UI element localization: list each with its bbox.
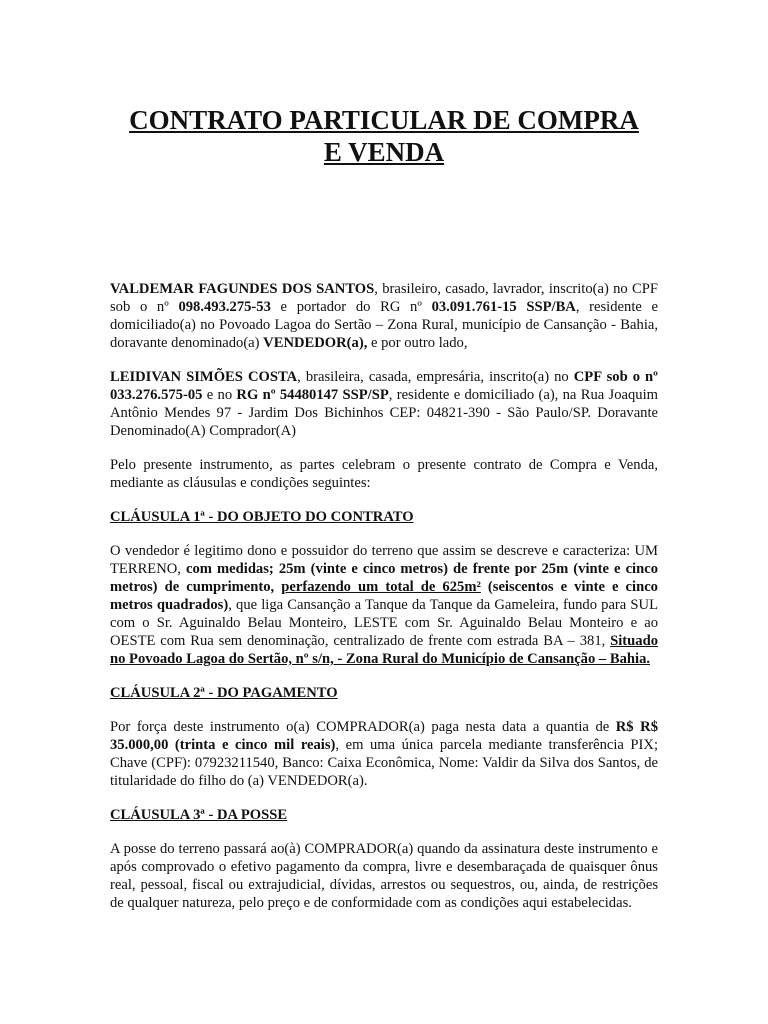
seller-text-2: e portador do RG nº xyxy=(270,299,432,315)
buyer-text-2: e no xyxy=(202,387,237,403)
seller-role: VENDEDOR(a), xyxy=(263,335,368,351)
seller-rg: 03.091.761-15 SSP/BA xyxy=(431,299,576,315)
clause-2-text-1: Por força deste instrumento o(a) COMPRADOR(a) paga nesta data a quantia de xyxy=(110,719,616,735)
title-line-2: E VENDA xyxy=(323,137,445,167)
seller-text-1: , brasileiro, casado, lavrador, inscrito(a) no CPF sob o nº xyxy=(110,281,658,315)
clause-1-paragraph xyxy=(110,542,658,668)
clause-1-text-2: , que liga Cansanção a Tanque da Tanque da Gameleira, fundo para SUL com o Sr. Aguinaldo Belau Monteiro, LESTE com Sr. Aguinaldo Belau Monteiro e ao OESTE com Rua sem denominação, centralizado de frente com estrada BA – 381, xyxy=(110,597,658,649)
seller-name: VALDEMAR FAGUNDES DOS SANTOS xyxy=(110,281,375,297)
buyer-text-3: , residente e domiciliado (a), na Rua Joaquim Antônio Mendes 97 - Jardim Dos Bichinhos CEP: 04821-390 - São Paulo/SP. Doravante Denominado(A) Comprador(A) xyxy=(110,387,658,439)
clause-3-heading: CLÁUSULA 3ª - DA POSSE xyxy=(110,807,288,823)
title-line-1: CONTRATO PARTICULAR DE COMPRA xyxy=(129,105,639,135)
buyer-paragraph xyxy=(110,368,658,440)
clause-1-total-area: perfazendo um total de 625m² xyxy=(281,579,481,595)
clause-3-paragraph: A posse do terreno passará ao(à) COMPRADOR(a) quando da assinatura deste instrumento e após comprovado o efetivo pagamento da compra, livre e desembaraçada de quaisquer ônus real, pessoal, fiscal ou extrajudicial, dívidas, arrestos ou sequestros, ou, ainda, de restrições de qualquer natureza, pelo preço e de conformidade com as condições aqui estabelecidas. xyxy=(110,841,658,911)
clause-1-text-1: O vendedor é legitimo dono e possuidor do terreno que assim se descreve e caracteriza: UM TERRENO, xyxy=(110,543,658,577)
buyer-rg: RG nº 54480147 SSP/SP xyxy=(236,387,389,403)
clause-2-text-2: , em uma única parcela mediante transferência PIX; Chave (CPF): 07923211540, Banco: Caixa Econômica, Nome: Valdir da Silva dos Santos, de titularidade do filho do (a) VENDEDOR(a). xyxy=(110,737,658,789)
seller-text-3: , residente e domiciliado(a) no Povoado Lagoa do Sertão – Zona Rural, município de Cansanção - Bahia, doravante denominado(a) xyxy=(110,299,659,351)
seller-paragraph xyxy=(110,280,658,352)
clause-1-heading: CLÁUSULA 1ª - DO OBJETO DO CONTRATO xyxy=(110,509,414,525)
seller-cpf: 098.493.275-53 xyxy=(178,299,271,315)
clause-2-amount: R$ R$ 35.000,00 (trinta e cinco mil reais) xyxy=(110,719,658,753)
intro-paragraph: Pelo presente instrumento, as partes celebram o presente contrato de Compra e Venda, mediante as cláusulas e condições seguintes: xyxy=(110,457,658,491)
clause-2-paragraph xyxy=(110,718,658,790)
clause-1-location: Situado no Povoado Lagoa do Sertão, nº s/n, - Zona Rural do Município de Cansanção – Bahia. xyxy=(110,633,658,667)
buyer-cpf: CPF sob o nº 033.276.575-05 xyxy=(110,369,658,403)
seller-text-4: e por outro lado, xyxy=(367,335,468,351)
contract-title xyxy=(100,104,668,168)
clause-1-area-words: (seiscentos e vinte e cinco metros quadrados) xyxy=(110,579,658,613)
contract-body xyxy=(110,280,658,928)
clause-2-heading: CLÁUSULA 2ª - DO PAGAMENTO xyxy=(110,685,338,701)
buyer-text-1: , brasileira, casada, empresária, inscrito(a) no xyxy=(297,369,574,385)
buyer-name: LEIDIVAN SIMÕES COSTA xyxy=(110,369,298,385)
clause-1-measures: com medidas; 25m (vinte e cinco metros) de frente por 25m (vinte e cinco metros) de cumprimento, xyxy=(110,561,658,595)
